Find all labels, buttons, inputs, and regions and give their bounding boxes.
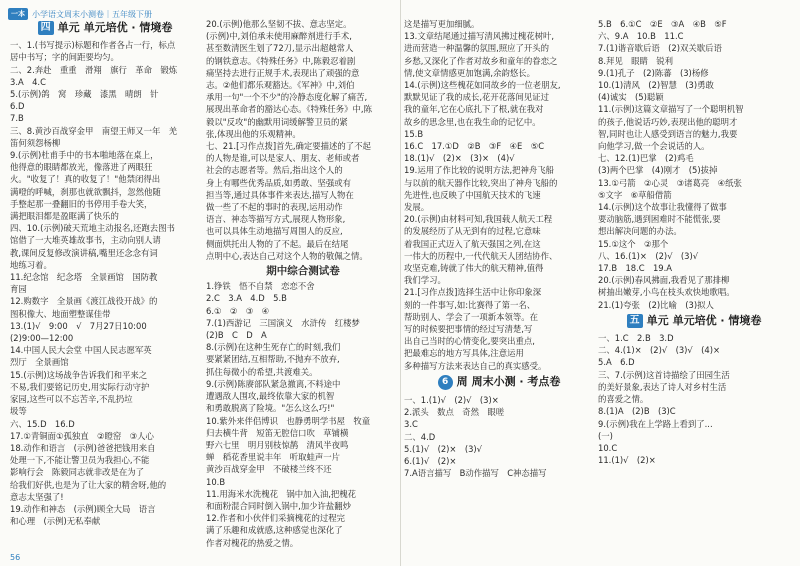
answer-line: 语言、神态等描写方式,展现人物形象, xyxy=(206,214,346,225)
answer-line: 四、10.(示例)破天荒地主动报名,还跑去图书 xyxy=(10,223,175,234)
answer-line: 10.紫外来伴侣博识 也静勇明学书屋 牧童 xyxy=(206,415,371,426)
answer-line: 12.购数字 全景画《渡江战役开战》的 xyxy=(10,296,158,307)
answer-line: 地练习着。 xyxy=(10,259,52,270)
answer-list xyxy=(206,18,400,262)
answer-line: 火。"收复了！真的收复了！"他禁闭得出 xyxy=(10,174,161,185)
answer-line: 抓住每微小的希望,共渡难关。 xyxy=(206,366,318,377)
answer-line: 遭遇敌人围攻,最终依靠大家的机智 xyxy=(206,391,335,402)
answer-line: 这是描写更加细腻。 xyxy=(404,19,480,29)
answer-line: 黄沙百战穿金甲 不破楼兰终不还 xyxy=(206,464,332,475)
answer-line: 七、21.[习作点拨]首先,确定要描述的了不起 xyxy=(206,141,371,152)
answer-line: 三、7.(示例)这首诗描绘了田园生活 xyxy=(598,369,730,380)
answer-line: 把最难忘的地方写具体,注意运用 xyxy=(404,348,524,359)
week-title: 周末小测 · 考点卷 xyxy=(471,375,561,389)
section-unit: 单元 xyxy=(646,313,669,327)
answer-line: 6.① ② ③ ④ xyxy=(206,305,270,316)
week-number: 6 xyxy=(438,375,453,390)
answer-line: 3.A 4.C xyxy=(10,76,46,87)
answer-line: 8.(示例)在这种生死存亡的时刻,我们 xyxy=(206,342,341,353)
answer-line: 先进性,也反映了中国航天技术的飞速 xyxy=(404,189,541,200)
exam-title: 期中综合测试卷 xyxy=(266,265,340,278)
answer-line: 不易,我们要铭记历史,用实际行动守护 xyxy=(10,381,150,392)
answer-line: 10.(1)清风 (2)智慧 (3)勇敢 xyxy=(598,80,714,91)
answer-line: (2)9:00—12:00 xyxy=(10,333,74,344)
answer-line: 归去横牛背 短笛无腔信口吹 草铺横 xyxy=(206,427,349,438)
answer-line: 图积像大、地面塑整谋佳带 xyxy=(10,308,111,319)
answer-line: 做一些了不起的事时的表现,运用动作 xyxy=(206,202,343,213)
answer-line: 17.B 18.C 19.A xyxy=(598,263,673,274)
answer-line: 20.(示例)春风拂面,我看见了那排柳 xyxy=(598,275,730,286)
answer-line: 12.作者和小伙伴们采摘槐花的过程完 xyxy=(206,513,345,524)
answer-line: 出自己当时的心情变化,要突出重点, xyxy=(404,336,535,347)
answer-line: 育园 xyxy=(10,284,27,295)
column-4 xyxy=(598,18,790,554)
answer-line: 一、1.(书写提示)标题和作者各占一行，标点 xyxy=(10,40,176,51)
answer-line: 也可以具体生动地描写周围人的反应, xyxy=(206,226,343,237)
answer-line: 11.纪念馆 纪念塔 全景画馆 国防教 xyxy=(10,272,158,283)
answer-list xyxy=(598,332,790,466)
answer-line: 圾等 xyxy=(10,406,27,417)
answer-line: (3)两个巴掌 (4)刚才 (5)拔掉 xyxy=(598,165,718,176)
week-label: 周 xyxy=(456,375,468,389)
answer-line: 21.[习作点拨]选择生活中让你印象深 xyxy=(404,287,542,298)
answer-line: 5.B 6.①C ②E ③A ④B ⑤F xyxy=(598,19,727,29)
answer-line: 15.B xyxy=(404,128,424,139)
answer-line: 和面粉混合同时倒入锅中,加少许盐翻炒 xyxy=(206,500,352,511)
answer-line: 笛何须怨杨柳 xyxy=(10,137,61,148)
section-number: 四 xyxy=(38,21,54,35)
answer-line: 志。②他们都乐观豁达。《军神》中,刘伯 xyxy=(206,80,355,91)
answer-line: 8.(1)A (2)B (3)C xyxy=(598,406,676,417)
answer-line: 11.用海米水洗槐花 锅中加入油,把槐花 xyxy=(206,488,356,499)
answer-line: 10.C xyxy=(598,442,618,453)
answer-line: 一伟大的历程中,一代代航天人团结协作、 xyxy=(404,250,558,261)
answer-line: 二、2.奔赴 重重 滑翔 旗行 革命 锻炼 xyxy=(10,64,178,75)
answer-line: (一) xyxy=(598,430,613,441)
answer-line: 意志太坚强了! xyxy=(10,491,64,502)
answer-line: 着我国正式迈入了航天强国之列,在这 xyxy=(404,238,541,249)
section-heading xyxy=(10,21,200,35)
answer-line: 的喜爱之情。 xyxy=(598,394,649,405)
answer-line: 居中书写；字的间距要均匀。 xyxy=(10,52,119,63)
answer-line: (4)诚实 (5)聪颖 xyxy=(598,92,664,103)
answer-line: 的孩子,他说话巧妙,表现出他的聪明才 xyxy=(598,116,738,127)
answer-line: 智,同时也让人感受到语言的魅力,我要 xyxy=(598,128,738,139)
answer-line: 手整起那一叠翻旧的书停用手卷大笑， xyxy=(10,198,153,209)
answer-line: 痛坚持去进行正规手术,表现出了顽强的意 xyxy=(206,67,360,78)
column-2 xyxy=(206,18,400,554)
answer-line: 毅以"反攻"的幽默用词缓解警卫员的紧 xyxy=(206,116,348,127)
answer-line: 17.①青铜面①孤独直 ②瞪窑 ③人心 xyxy=(10,430,154,441)
answer-line: 和心理 (示例)无私奉献 xyxy=(10,516,101,527)
answer-line: 承用一句"一个不少"的冷静态度化解了痛苦, xyxy=(206,92,368,103)
section-title: 单元培优 · 情境卷 xyxy=(672,313,762,327)
answer-line: 5.(示例)鸽 窝 珍藏 漆黑 晴朗 针 xyxy=(10,89,159,100)
answer-line: 烈厅 全景画馆 xyxy=(10,357,69,368)
answer-line: 11.(示例)这篇文章描写了一个聪明机智 xyxy=(598,104,744,115)
answer-line: 野六七里 明月别枝惊鹊 清风半夜鸣 xyxy=(206,439,349,450)
page-gutter xyxy=(400,0,401,566)
answer-line: 故乡的思念里,也在我生命的记忆中。 xyxy=(404,116,541,127)
section-title: 单元培优 · 情境卷 xyxy=(83,21,173,34)
answer-line: 六、15.D 16.D xyxy=(10,418,75,429)
answer-line: 二、4.(1)× (2)√ (3)√ (4)× xyxy=(598,345,721,356)
answer-line: 六、9.A 10.B 11.C xyxy=(598,31,684,42)
answer-line: 和勇敢脱离了险境。"怎么这么巧!" xyxy=(206,403,335,414)
answer-line: 社会的志愿者等。然后,指出这个人的 xyxy=(206,165,343,176)
answer-line: 三、8.黄沙百战穿金甲 南望王师又一年 羌 xyxy=(10,125,178,136)
answer-line: 16.C 17.①D ②B ③F ④E ⑤C xyxy=(404,141,545,152)
brand-logo: 一本 xyxy=(8,8,28,20)
answer-line: 进而营造一种温馨的氛围,照应了开头的 xyxy=(404,43,550,54)
answer-list xyxy=(206,280,400,548)
answer-line: 5.A 6.D xyxy=(598,357,635,368)
answer-line: 展现出革命者的豁达心态。《特殊任务》中,陈 xyxy=(206,104,372,115)
answer-line: 7.(1)西游记 三国演义 水浒传 红楼梦 xyxy=(206,317,360,328)
answer-line: 18.(1)√ (2)× (3)× (4)√ xyxy=(404,153,515,164)
answer-line: 9.(示例)我在上学路上看到了... xyxy=(598,418,713,429)
answer-line: 二、4.D xyxy=(404,431,436,442)
answer-line: 家园,这些可以不忘苦辛,不乱扔垃 xyxy=(10,394,133,405)
answer-list xyxy=(10,39,200,527)
page-number: 56 xyxy=(10,553,21,562)
answer-line: 11.(1)√ (2)× xyxy=(598,455,656,466)
answer-line: 要紧紧团结,互相帮助,不抛弃不放弃, xyxy=(206,354,340,365)
section-number: 五 xyxy=(627,314,643,328)
answer-line: 向他学习,做一个会说话的人。 xyxy=(598,141,710,152)
answer-line: 情,使文章情感更加饱满,余韵悠长。 xyxy=(404,67,535,78)
column-1 xyxy=(10,18,200,554)
answer-line: 6.D xyxy=(10,101,25,112)
answer-line: 的钢铁意志。《特殊任务》中,陈毅忍着剧 xyxy=(206,55,356,66)
week-heading xyxy=(404,375,594,390)
answer-line: 点明中心,表达自己对这个人物的敬佩之情。 xyxy=(206,250,368,261)
answer-line: 蝉 稻花香里说丰年 听取蛙声一片 xyxy=(206,452,340,463)
answer-line: 21.(1)夸张 (2)比喻 (3)拟人 xyxy=(598,299,714,310)
answer-line: 乡愁,又深化了作者对故乡和童年的眷恋之 xyxy=(404,55,558,66)
answer-line: 攻坚克难,铸就了伟大的航天精神,值得 xyxy=(404,263,544,274)
answer-line: 20.(示例)由材料可知,我国载人航天工程 xyxy=(404,214,553,225)
answer-line: 教,课间反复修改演讲稿,嘴里还念念有词 xyxy=(10,247,158,258)
answer-line: 满噔的呼喊，刹那也就欲飘抖，忽然他随 xyxy=(10,186,161,197)
answer-line: 我的童年,它在心底扎下了根,就在我对 xyxy=(404,104,544,115)
answer-line: 侧面烘托出人物的了不起。最后在结尾 xyxy=(206,238,349,249)
answer-line: 7.A语言描写 B动作描写 C神态描写 xyxy=(404,468,547,479)
answer-line: 树抽出嫩芽,小鸟在枝头欢快地歌唱。 xyxy=(598,287,735,298)
answer-line: 9.(1)孔子 (2)陈蕃 (3)杨修 xyxy=(598,67,709,78)
answer-line: 张,体现出他的乐观精神。 xyxy=(206,128,301,139)
answer-line: 七、12.(1)巴掌 (2)鸡毛 xyxy=(598,153,694,164)
answer-line: 的人物是谁,可以是家人、朋友、老师或者 xyxy=(206,153,360,164)
answer-line: 多种描写方法来表达自己的真实感受。 xyxy=(404,360,547,371)
answer-line: (2)B C D A xyxy=(206,330,267,341)
answer-line: 一、1.C 2.B 3.D xyxy=(598,333,674,344)
answer-line: 7.B xyxy=(10,113,24,124)
answer-line: 9.(示例)陈赓部队紧急撤离,不料途中 xyxy=(206,378,341,389)
answer-line: 14.(示例)这些槐花如同故乡的一位老朋友, xyxy=(404,80,561,91)
answer-line: 发展。 xyxy=(404,202,430,213)
answer-list xyxy=(404,394,594,479)
answer-line: 14.(示例)这个故事让我懂得了做事 xyxy=(598,202,727,213)
answer-line: 19.运用了作比较的说明方法,把神舟飞船 xyxy=(404,165,554,176)
answer-line: 9.(示例)杜甫手中的书本啪地落在桌上， xyxy=(10,150,159,161)
answer-line: ⑤文字 ⑥草船借箭 xyxy=(598,189,672,200)
answer-line: 2.C 3.A 4.D 5.B xyxy=(206,293,287,304)
answer-line: 的美好景象,表达了诗人对乡村生活 xyxy=(598,381,727,392)
answer-line: 甚至数清医生划了72刀,显示出超越常人 xyxy=(206,43,354,54)
section-heading xyxy=(598,314,790,328)
answer-line: 想出解决问题的办法。 xyxy=(598,226,682,237)
answer-list xyxy=(598,18,790,311)
answer-line: 担当等,通过具体事件来表达,描写人物在 xyxy=(206,189,354,200)
answer-line: 2.派头 数点 奇然 眼嗟 xyxy=(404,407,505,418)
answer-line: 默默见证了我的成长,花开花落间见证过 xyxy=(404,92,550,103)
answer-line: 18.动作和语言 (示例)爸爸把钱用来自 xyxy=(10,442,156,453)
answer-line: 写的时候要把事情的经过写清楚,写 xyxy=(404,324,533,335)
answer-line: 13.文章结尾通过描写清风拂过槐花树叶, xyxy=(404,31,554,42)
answer-line: 要动脑筋,遇到困难时不能慌张,要 xyxy=(598,214,721,225)
answer-line: 1.铮铁 悟不自禁 恋恋不舍 xyxy=(206,281,315,292)
answer-line: 身上有哪些优秀品质,如勇敢、坚强或有 xyxy=(206,177,352,188)
answer-line: (示例)中,刘伯承未使用麻醉剂进行手术, xyxy=(206,31,352,42)
book-title: 小学语文周末小测卷｜五年级下册 xyxy=(32,9,152,19)
answer-line: 满把眼泪都是盈眶满了快乐的 xyxy=(10,211,119,222)
answer-line: 3.C xyxy=(404,419,418,430)
answer-line: 6.(1)√ (2)× xyxy=(404,455,457,466)
answer-line: 他得意的眼睛都放光，像落进了两眼狂 xyxy=(10,162,153,173)
answer-line: 19.动作和神态 (示例)顾全大局 语言 xyxy=(10,503,156,514)
answer-line: 处理一下,不能让警卫员为我担心,不能 xyxy=(10,455,150,466)
answer-line: 影响行会 陈毅同志就非改是在为了 xyxy=(10,467,144,478)
answer-line: 八、16.(1)× (2)√ (3)√ xyxy=(598,250,699,261)
answer-line: 刻的一件事写,如:比赛得了第一名、 xyxy=(404,299,536,310)
answer-line: 20.(示例)他那么坚韧不拔、意志坚定。 xyxy=(206,19,352,29)
answer-line: 我们学习。 xyxy=(404,275,446,286)
answer-line: 与以前的航天器作比较,突出了神舟飞船的 xyxy=(404,177,558,188)
answer-line: 7.(1)谐音歇后语 (2)双关歇后语 xyxy=(598,43,722,54)
answer-line: 一、1.(1)√ (2)√ (3)× xyxy=(404,394,499,405)
column-3 xyxy=(404,18,594,554)
answer-line: 馆借了一大堆英雄故事书，主动向别人请 xyxy=(10,235,161,246)
answer-line: 15.(示例)这场战争告诉我们和平来之 xyxy=(10,369,148,380)
answer-line: 5.(1)√ (2)× (3)√ xyxy=(404,443,483,454)
answer-line: 给我们好供,也是为了让大家的精舍呀,他的 xyxy=(10,479,167,490)
answer-line: 15.①这个 ②那个 xyxy=(598,238,669,249)
answer-line: 作者对槐花的热爱之情。 xyxy=(206,537,299,548)
answer-line: 10.B xyxy=(206,476,226,487)
answer-line: 满了乐趣和成就感,这种感觉也深化了 xyxy=(206,525,343,536)
answer-line: 8.拜见 眼睛 锐利 xyxy=(598,55,673,66)
answer-line: 帮助别人、学会了一项新本领等。在 xyxy=(404,311,538,322)
answer-line: 的发展经历了从无到有的过程,它意味 xyxy=(404,226,541,237)
answer-line: 14.中国人民大会堂 中国人民志愿军英 xyxy=(10,345,152,356)
answer-line: 13.(1)√ 9:00 √ 7月27日10:00 xyxy=(10,320,147,331)
answer-line: 13.①弓箭 ②心灵 ③诸葛亮 ④纸张 xyxy=(598,177,742,188)
section-unit: 单元 xyxy=(57,21,80,34)
answer-list xyxy=(404,18,594,372)
